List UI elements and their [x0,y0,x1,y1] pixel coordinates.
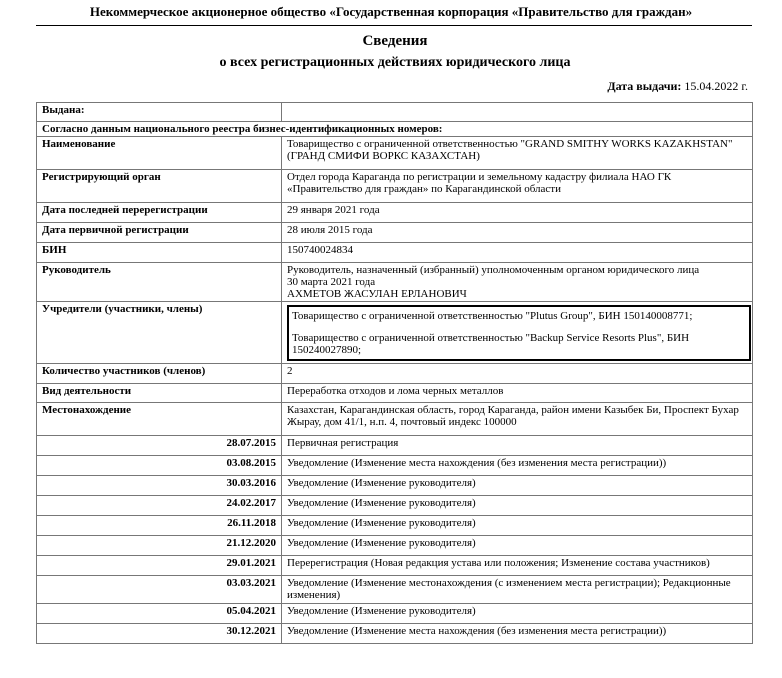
header-divider [36,25,752,26]
event-date: 03.08.2015 [37,456,282,476]
issued-to-label: Выдана: [37,103,282,122]
registry-note: Согласно данным национального реестра бизнес-идентификационных номеров: [37,122,753,137]
head-date: 30 марта 2021 года [287,276,376,288]
authority-label: Регистрирующий орган [37,170,282,203]
founders-value [282,302,753,364]
issued-to-value [282,103,753,122]
row-first-registration [37,223,753,243]
event-description: Перерегистрация (Новая редакция устава или положения; Изменение состава участников) [282,556,753,576]
members-count-label: Количество участников (членов) [37,364,282,384]
event-description: Уведомление (Изменение руководителя) [282,476,753,496]
event-description: Уведомление (Изменение места нахождения (без изменения места регистрации)) [282,456,753,476]
first-reg-label: Дата первичной регистрации [37,223,282,243]
first-reg-value: 28 июля 2015 года [282,223,753,243]
event-row [37,476,753,496]
row-registry-note [37,122,753,137]
row-bin [37,243,753,263]
name-label: Наименование [37,137,282,170]
event-row [37,624,753,644]
row-name [37,137,753,170]
event-date: 26.11.2018 [37,516,282,536]
row-members-count [37,364,753,384]
row-authority [37,170,753,203]
event-row [37,536,753,556]
event-row [37,496,753,516]
event-description: Уведомление (Изменение руководителя) [282,536,753,556]
row-last-reregistration [37,203,753,223]
event-date: 24.02.2017 [37,496,282,516]
last-rereg-value: 29 января 2021 года [282,203,753,223]
event-description: Уведомление (Изменение места нахождения (без изменения места регистрации)) [282,624,753,644]
members-count-value: 2 [282,364,753,384]
event-date: 30.03.2016 [37,476,282,496]
head-value [282,263,753,302]
organization-name: Некоммерческое акционерное общество «Государственная корпорация «Правительство для граждан» [89,4,693,19]
bin-label: БИН [37,243,282,263]
event-date: 30.12.2021 [37,624,282,644]
row-head [37,263,753,302]
event-date: 21.12.2020 [37,536,282,556]
event-date: 28.07.2015 [37,436,282,456]
event-date: 05.04.2021 [37,604,282,624]
event-date: 03.03.2021 [37,576,282,604]
event-date: 29.01.2021 [37,556,282,576]
event-description: Уведомление (Изменение местонахождения (с изменением места регистрации); Редакционные изменения) [282,576,753,604]
issue-date-label: Дата выдачи: [607,79,682,93]
activity-label: Вид деятельности [37,384,282,403]
row-activity [37,384,753,403]
row-location [37,403,753,436]
bin-value: 150740024834 [282,243,753,263]
event-row [37,604,753,624]
activity-value: Переработка отходов и лома черных металлов [282,384,753,403]
event-row [37,576,753,604]
event-row [37,516,753,536]
founder-item: Товарищество с ограниченной ответственностью "Backup Service Resorts Plus", БИН 150240027890; [292,332,690,356]
authority-value: Отдел города Караганда по регистрации и земельному кадастру филиала НАО ГК «Правительство для граждан» по Карагандинской области [282,170,753,203]
event-description: Уведомление (Изменение руководителя) [282,496,753,516]
issue-date-value: 15.04.2022 г. [684,79,748,93]
registration-table [36,102,753,644]
event-row [37,436,753,456]
location-label: Местонахождение [37,403,282,436]
row-founders [37,302,753,364]
head-label: Руководитель [37,263,282,302]
location-value: Казахстан, Карагандинская область, город Караганда, район имени Казыбек Би, Проспект Бухар Жырау, дом 41/1, н.п. 4, почтовый индекс 100000 [282,403,753,436]
last-rereg-label: Дата последней перерегистрации [37,203,282,223]
document-title: Сведения [362,33,428,49]
event-description: Уведомление (Изменение руководителя) [282,604,753,624]
event-description: Первичная регистрация [282,436,753,456]
event-description: Уведомление (Изменение руководителя) [282,516,753,536]
event-row [37,456,753,476]
event-row [37,556,753,576]
head-position: Руководитель, назначенный (избранный) уполномоченным органом юридического лица [287,264,700,276]
issue-date [607,79,748,94]
head-name: АХМЕТОВ ЖАСУЛАН ЕРЛАНОВИЧ [287,288,467,300]
document-subtitle: о всех регистрационных действиях юридического лица [219,55,571,70]
row-issued-to [37,103,753,122]
founder-item: Товарищество с ограниченной ответственностью "Plutus Group", БИН 150140008771; [292,310,693,322]
founders-label: Учредители (участники, члены) [37,302,282,364]
founders-box [287,305,751,361]
name-value: Товарищество с ограниченной ответственностью "GRAND SMITHY WORKS KAZAKHSTAN" (ГРАНД СМИФИ ВОРКС КАЗАХСТАН) [282,137,753,170]
